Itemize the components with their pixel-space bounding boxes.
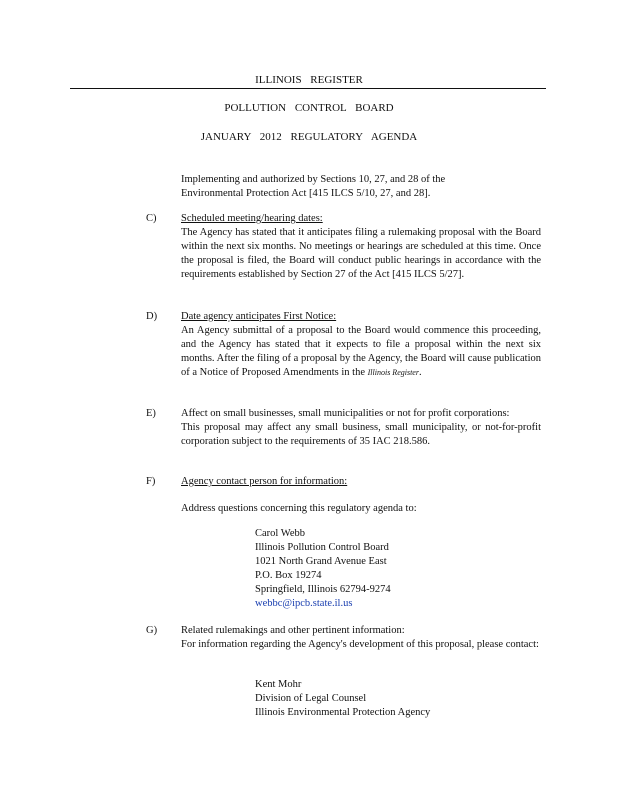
section-c [181,212,541,282]
section-f-body: Address questions concerning this regulatory agenda to: [181,503,417,514]
section-d-title: Date agency anticipates First Notice: [181,311,337,322]
section-f-body-wrap [181,502,541,516]
section-d-text: An Agency submittal of a proposal to the Board would commence this proceeding, and the Agency has stated that it expects to file a proposal within the next six months. After the filing of a proposal by the Agency, the Board will cause publication of a Notice of Proposed Amendments in the [181,325,541,378]
section-g-letter: G) [146,625,158,636]
header-rule [70,88,546,89]
contact-division: Division of Legal Counsel [255,693,367,704]
section-g-title: Related rulemakings and other pertinent information: [181,625,405,636]
section-f [181,475,541,489]
intro-line-1: Implementing and authorized by Sections 10, 27, and 28 of the [181,174,446,185]
contact-address-mohr [255,678,545,720]
section-c-body: The Agency has stated that it anticipates filing a rulemaking proposal with the Board within the next six months. No meetings or hearings are scheduled at this time. Once the proposal is filed, the Board will conduct public hearings in accordance with the requirements established by Section 27 of the Act [415 ILCS 5/27]. [181,227,541,280]
illinois-register-italic: Illinois Register [367,368,419,377]
contact-address-webb [255,527,545,611]
section-g [181,624,541,652]
section-d-end: . [418,367,422,378]
section-f-title: Agency contact person for information: [181,476,348,487]
section-e-title: Affect on small businesses, small municipalities or not for profit corporations: [181,408,510,419]
contact-street: 1021 North Grand Avenue East [255,556,387,567]
section-d-body [181,324,541,380]
section-e [181,407,541,449]
agenda-title: JANUARY 2012 REGULATORY AGENDA [200,131,418,143]
section-f-letter: F) [146,476,156,487]
intro-line-2: Environmental Protection Act [415 ILCS 5/10, 27, and 28]. [181,188,431,199]
intro-paragraph [181,173,541,201]
section-c-letter: C) [146,213,157,224]
contact-po-box: P.O. Box 19274 [255,570,322,581]
contact-org: Illinois Environmental Protection Agency [255,707,431,718]
contact-name: Kent Mohr [255,679,302,690]
section-g-body: For information regarding the Agency's development of this proposal, please contact: [181,639,539,650]
contact-city: Springfield, Illinois 62794-9274 [255,584,391,595]
section-e-letter: E) [146,408,156,419]
contact-email-link[interactable]: webbc@ipcb.state.il.us [255,598,353,609]
section-c-title: Scheduled meeting/hearing dates: [181,213,323,224]
section-e-body: This proposal may affect any small business, small municipality, or not-for-profit corporation subject to the requirements of 35 IAC 218.586. [181,422,541,447]
section-d [181,310,541,380]
contact-name: Carol Webb [255,528,305,539]
section-d-letter: D) [146,311,158,322]
board-title: POLLUTION CONTROL BOARD [224,102,394,114]
register-title: ILLINOIS REGISTER [255,74,363,86]
contact-org: Illinois Pollution Control Board [255,542,389,553]
